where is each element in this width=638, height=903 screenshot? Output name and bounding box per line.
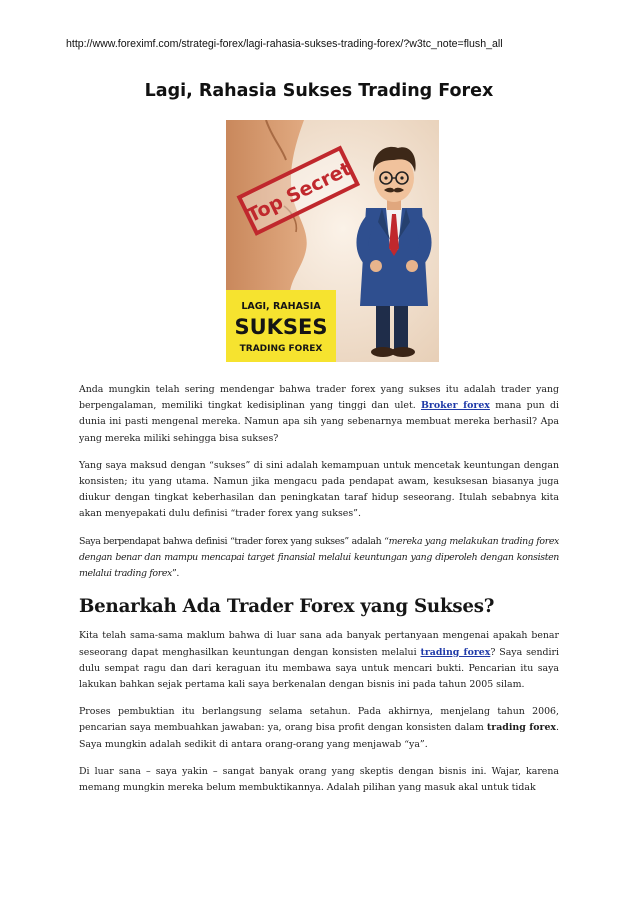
caption-line-3: TRADING FOREX [239, 344, 323, 354]
paragraph-4-text-a: Kita telah sama-sama maklum bahwa di luar sana ada banyak pertanyaan mengenai apakah benar seseorang dapat menghasilkan keuntungan dengan konsisten melalui [79, 630, 559, 658]
article-hero-image [226, 120, 439, 362]
caption-line-1: LAGI, RAHASIA [241, 301, 321, 312]
paragraph-3-text-b: ”. [171, 568, 180, 580]
paragraph-1-text-b: mana pun di dunia ini pasti mengenal mereka. Namun apa sih yang sebenarnya membuat mereka berhasil? Apa yang mereka miliki sehingga bisa sukses? [79, 400, 559, 444]
trading-forex-bold: trading forex [486, 722, 557, 734]
article-title: Lagi, Rahasia Sukses Trading Forex [144, 81, 494, 101]
paragraph-6: Di luar sana – saya yakin – sangat banyak orang yang skeptis dengan bisnis ini. Wajar, karena memang mungkin mereka belum membuktikannya. Adalah pilihan yang masuk akal untuk tidak [79, 765, 559, 794]
page-url: http://www.foreximf.com/strategi-forex/lagi-rahasia-sukses-trading-forex/?w3tc_note=flush_all [66, 38, 503, 50]
paragraph-5-text-b: . Saya mungkin adalah sedikit di antara orang-orang yang menjawab “ya”. [79, 722, 559, 750]
paragraph-3-text-a: Saya berpendapat bahwa definisi “trader forex yang sukses” adalah “ [79, 535, 389, 547]
paragraph-3 [79, 534, 559, 583]
paragraph-5 [79, 704, 559, 753]
section-heading: Benarkah Ada Trader Forex yang Sukses? [79, 596, 495, 618]
stamp-text: Top Secret [243, 157, 355, 228]
hero-illustration [226, 120, 439, 362]
broker-forex-link[interactable]: Broker forex [421, 400, 490, 412]
paragraph-4 [79, 628, 559, 693]
definition-quote: mereka yang melakukan trading forex dengan benar dan mampu mencapai target finansial melalui keuntungan yang diperoleh dengan konsisten melalui trading forex [79, 535, 559, 580]
caption-box [226, 290, 336, 362]
paragraph-1 [79, 382, 559, 447]
paragraph-2: Yang saya maksud dengan “sukses” di sini adalah kemampuan untuk mencetak keuntungan dengan konsisten; itu yang utama. Namun jika mengacu pada pendapat awam, kesuksesan biasanya juga diukur dengan tingkat keberhasilan dan peningkatan taraf hidup seseorang. Itulah sebabnya kita akan menyepakati dulu definisi “trader forex yang sukses”. [79, 459, 559, 520]
paragraph-1-text-a: Anda mungkin telah sering mendengar bahwa trader forex yang sukses itu adalah trader yang berpengalaman, memiliki tingkat kedisiplinan yang tinggi dan ulet. [79, 384, 559, 412]
paragraph-4-text-b: ? Saya sendiri dulu sempat ragu dan dari keraguan itu membawa saya untuk mencari bukti. Pencarian itu saya lakukan bahkan sejak pertama kali saya berkenalan dengan bisnis ini pada tahun 2005 silam. [79, 646, 559, 691]
caption-line-2: SUKSES [234, 315, 328, 339]
paragraph-5-text-a: Proses pembuktian itu berlangsung selama setahun. Pada akhirnya, menjelang tahun 2006, pencarian saya membuahkan jawaban: ya, orang bisa profit dengan konsisten dalam [79, 706, 559, 734]
article-body [79, 382, 559, 807]
trading-forex-link[interactable]: trading forex [420, 646, 491, 658]
